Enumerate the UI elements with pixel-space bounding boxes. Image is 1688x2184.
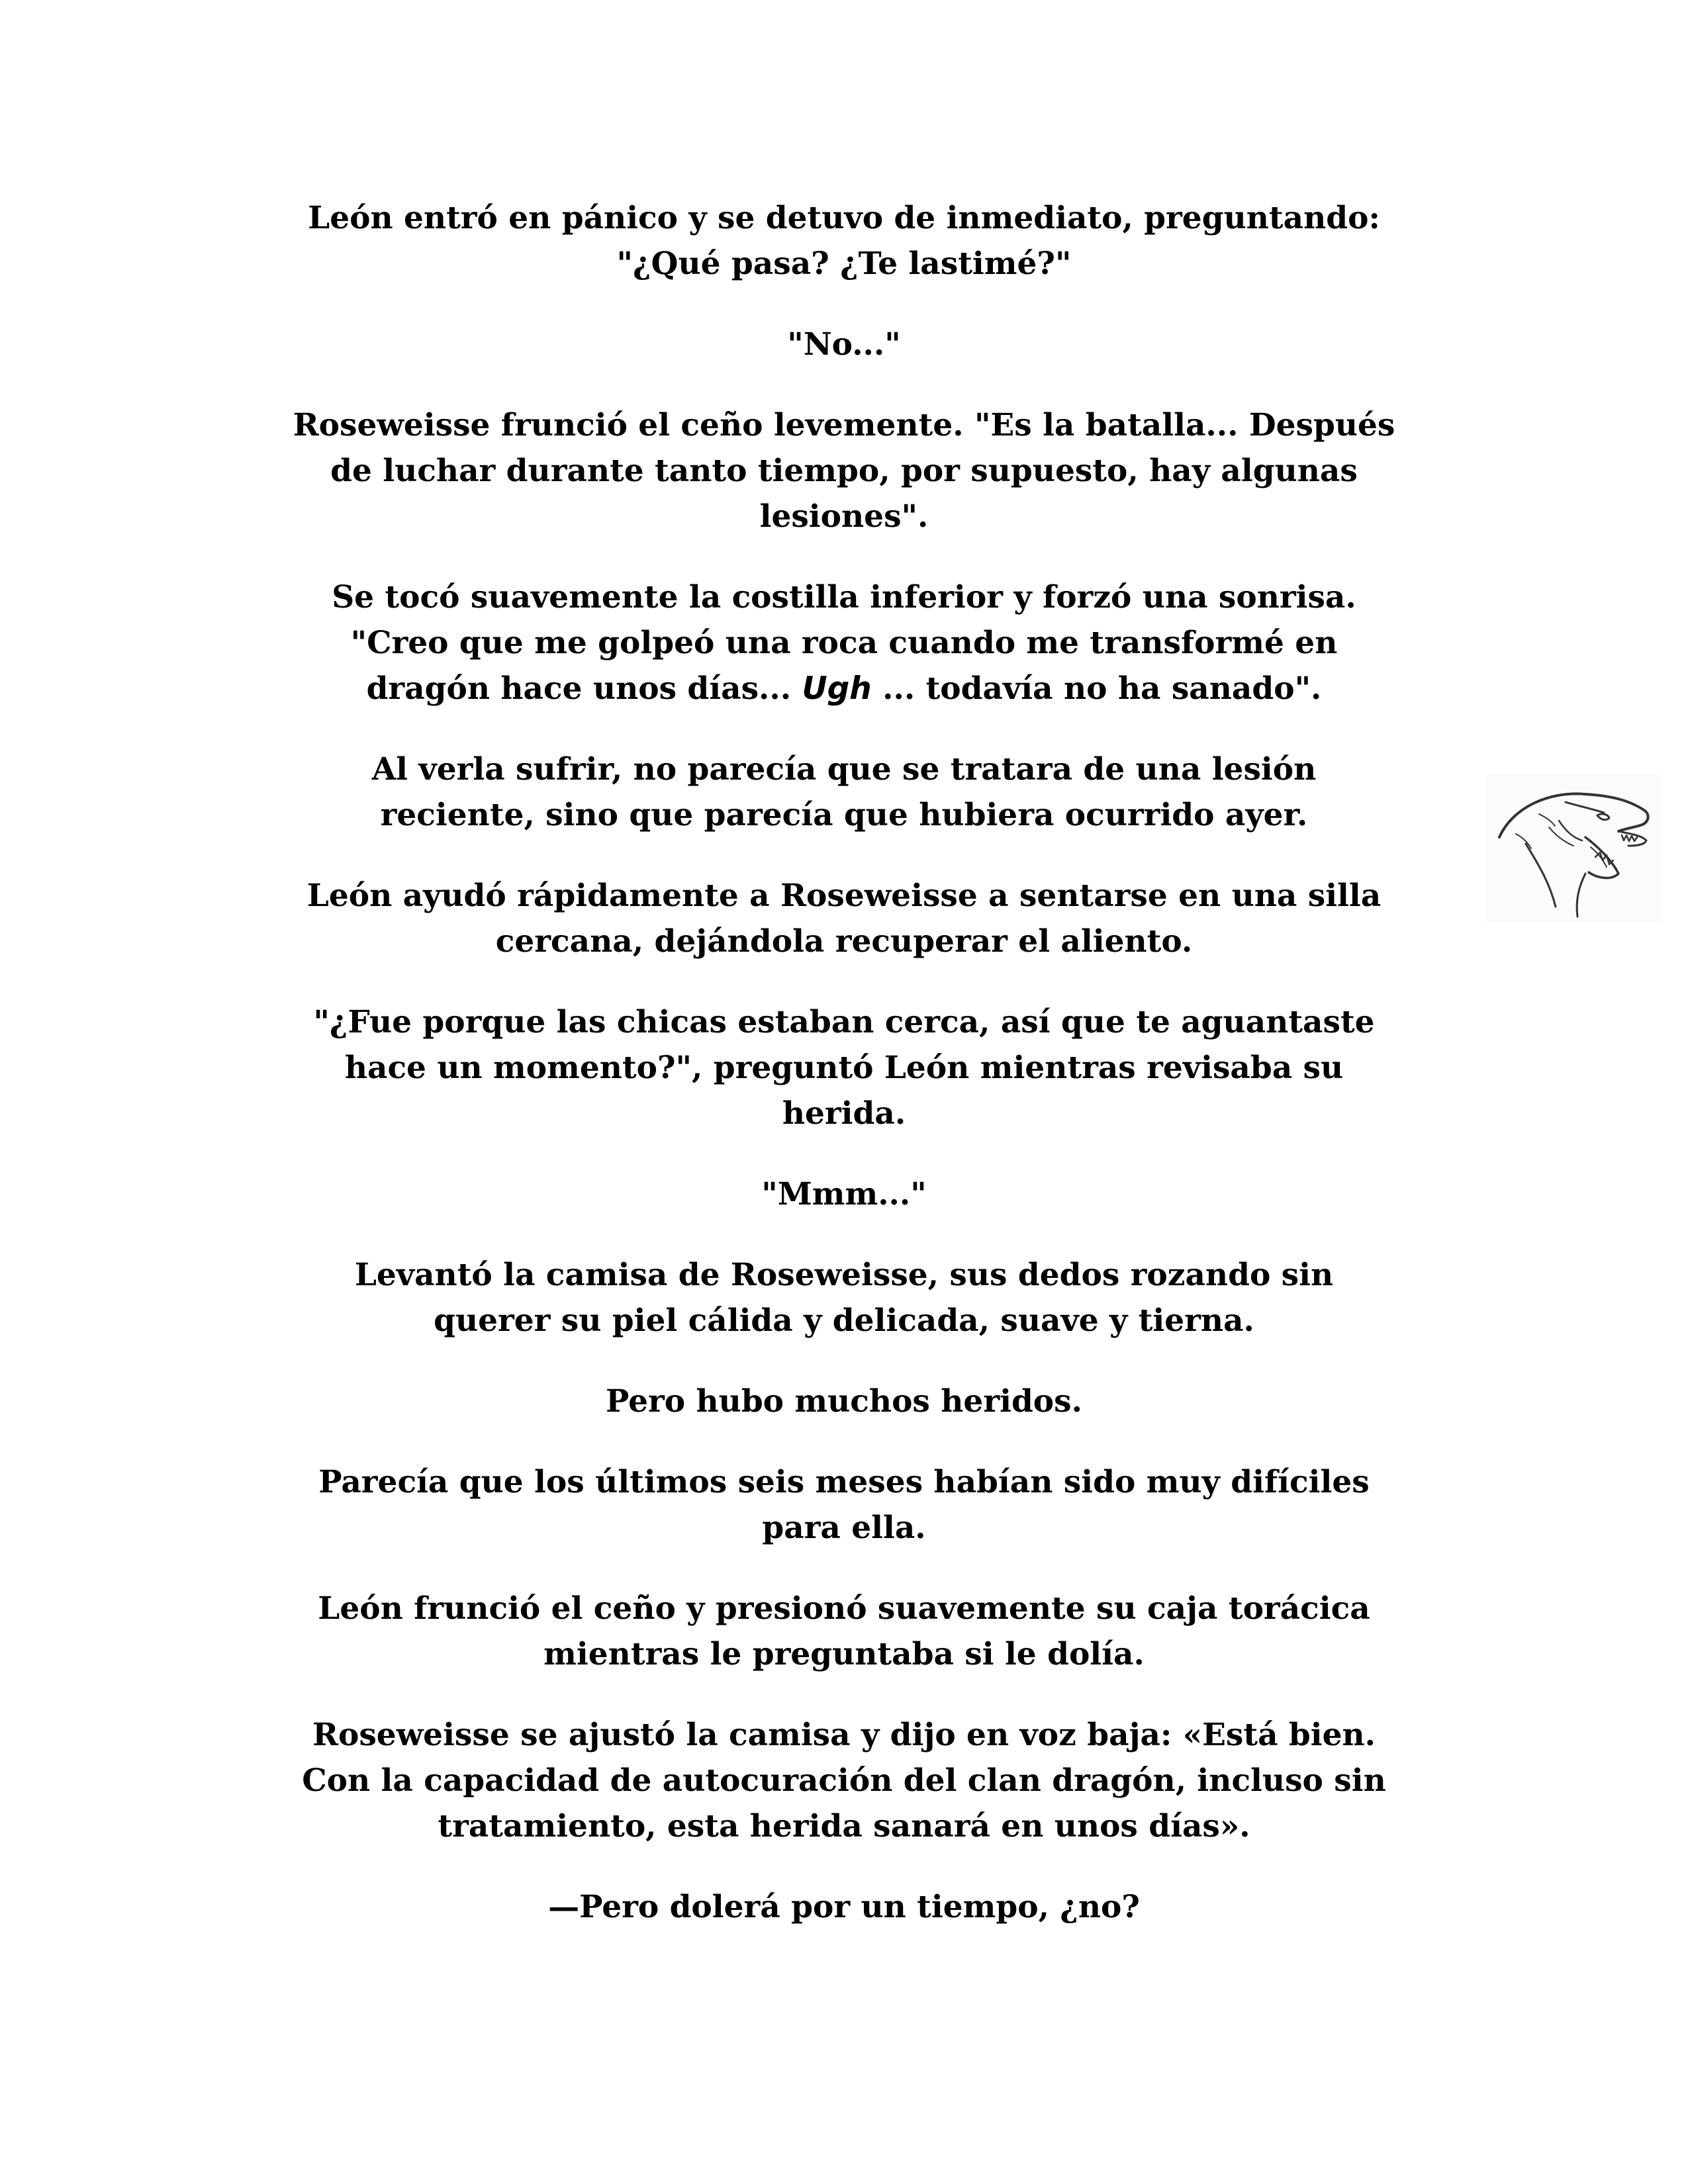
text-line: herida.	[782, 1095, 906, 1132]
text-line: "¿Qué pasa? ¿Te lastimé?"	[616, 246, 1072, 282]
text-line: "No..."	[787, 326, 901, 363]
paragraph	[199, 999, 1489, 1136]
text-line-after: ... todavía no ha sanado".	[871, 670, 1322, 707]
text-line: Al verla sufrir, no parecía que se tratara de una lesión	[371, 751, 1317, 788]
text-line: reciente, sino que parecía que hubiera ocurrido ayer.	[380, 797, 1308, 833]
text-line: Se tocó suavemente la costilla inferior y forzó una sonrisa.	[332, 579, 1356, 615]
text-line: mientras le preguntaba si le dolía.	[543, 1636, 1145, 1672]
text-line: cercana, dejándola recuperar el aliento.	[495, 923, 1193, 960]
text-line: Con la capacidad de autocuración del clan dragón, incluso sin	[302, 1762, 1386, 1799]
text-line: "Creo que me golpeó una roca cuando me transformé en	[350, 625, 1338, 661]
dinosaur-head-sketch-icon	[1486, 774, 1662, 923]
text-line: León entró en pánico y se detuvo de inmediato, preguntando:	[308, 200, 1380, 236]
text-line: querer su piel cálida y delicada, suave y tierna.	[434, 1302, 1254, 1339]
text-line: Roseweisse se ajustó la camisa y dijo en voz baja: «Está bien.	[312, 1717, 1376, 1753]
story-text	[199, 195, 1489, 1965]
text-line: Pero hubo muchos heridos.	[606, 1383, 1082, 1420]
ugh-emphasis: Ugh	[802, 670, 872, 707]
paragraph	[199, 1459, 1489, 1551]
text-line: Parecía que los últimos seis meses habían sido muy difíciles	[318, 1464, 1370, 1500]
text-line: "Mmm..."	[761, 1176, 927, 1212]
text-line: tratamiento, esta herida sanará en unos días».	[438, 1808, 1250, 1844]
text-line: Levantó la camisa de Roseweisse, sus dedos rozando sin	[354, 1257, 1334, 1293]
text-line-before: dragón hace unos días...	[366, 670, 802, 707]
text-line: para ella.	[762, 1510, 926, 1546]
text-line: Roseweisse frunció el ceño levemente. "Es la batalla... Después	[293, 407, 1395, 443]
text-line: hace un momento?", preguntó León mientras revisaba su	[344, 1050, 1344, 1086]
paragraph	[199, 195, 1489, 287]
paragraph	[199, 1586, 1489, 1677]
paragraph	[199, 1171, 1489, 1217]
text-line: de luchar durante tanto tiempo, por supuesto, hay algunas	[330, 453, 1358, 489]
paragraph	[199, 574, 1489, 711]
paragraph	[199, 1379, 1489, 1424]
text-line: "¿Fue porque las chicas estaban cerca, así que te aguantaste	[313, 1004, 1375, 1040]
paragraph	[199, 1884, 1489, 1930]
paragraph	[199, 1252, 1489, 1343]
paragraph	[199, 402, 1489, 539]
paragraph	[199, 322, 1489, 367]
text-line: lesiones".	[759, 498, 929, 535]
paragraph	[199, 747, 1489, 838]
paragraph	[199, 1712, 1489, 1849]
text-line: León frunció el ceño y presionó suavemente su caja torácica	[318, 1590, 1370, 1627]
text-line: —Pero dolerá por un tiempo, ¿no?	[548, 1889, 1140, 1925]
text-line: León ayudó rápidamente a Roseweisse a sentarse en una silla	[306, 878, 1382, 914]
paragraph	[199, 873, 1489, 964]
